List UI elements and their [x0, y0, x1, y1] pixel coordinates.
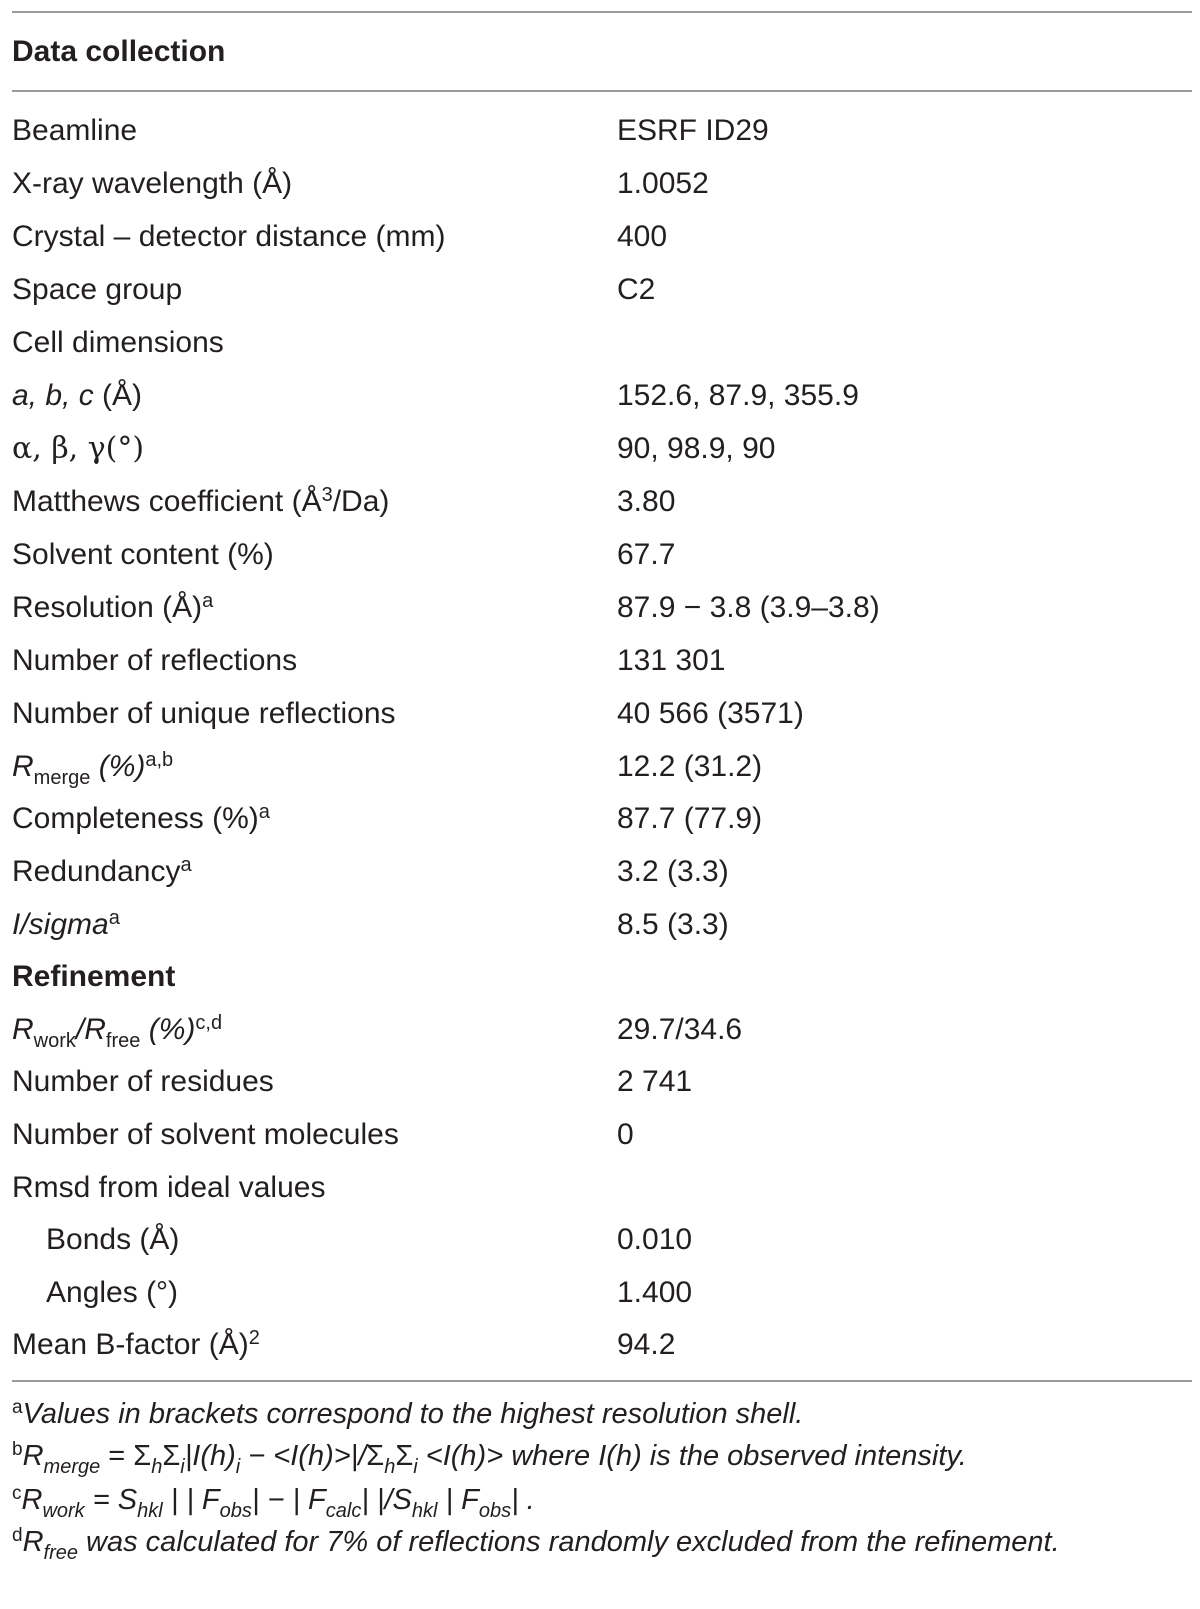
- fn-sub: calc: [325, 1500, 362, 1522]
- row-value: 400: [617, 220, 668, 253]
- table-row: [12, 104, 1192, 158]
- table-row: [12, 898, 1192, 952]
- label-sub-free: free: [105, 1030, 141, 1052]
- table-row: [12, 1003, 1192, 1057]
- row-label: α, β, γ(°): [12, 431, 145, 466]
- row-label: [12, 581, 213, 635]
- row-value: 90, 98.9, 90: [617, 432, 776, 465]
- row-label: [12, 1318, 260, 1372]
- table-row: [12, 1266, 1192, 1320]
- table-row: [12, 422, 1192, 476]
- row-value: 3.80: [617, 485, 676, 518]
- label-r-work: R: [12, 1013, 34, 1046]
- label-text: Completeness (%): [12, 802, 259, 835]
- fn-sub: work: [42, 1500, 85, 1522]
- fn-text: | .: [511, 1484, 535, 1516]
- row-value: 94.2: [617, 1328, 676, 1361]
- row-value: 40 566 (3571): [617, 697, 804, 730]
- label-sup: 2: [248, 1327, 260, 1349]
- label-italic: a, b, c: [12, 379, 94, 412]
- label-r-free: R: [84, 1013, 106, 1046]
- row-value: 87.7 (77.9): [617, 802, 763, 835]
- table-row: [12, 263, 1192, 317]
- label-sup: 3: [321, 484, 333, 506]
- row-value: 2 741: [617, 1065, 693, 1098]
- fn-sigma: Σ: [133, 1440, 152, 1472]
- footer-rule: [12, 1380, 1192, 1382]
- fn-sub: merge: [43, 1456, 101, 1478]
- row-value: 0: [617, 1118, 634, 1151]
- table-row: [12, 1161, 1192, 1215]
- label-sub: merge: [33, 767, 91, 789]
- table-row: [12, 1318, 1192, 1372]
- table-row: [12, 740, 1192, 794]
- row-label: [12, 898, 120, 952]
- row-label: X-ray wavelength (Å): [12, 167, 293, 200]
- section-heading-refinement: [12, 950, 1192, 1004]
- fn-text: | F: [437, 1484, 479, 1516]
- fn-sub: h: [384, 1456, 396, 1478]
- fn-sub: hkl: [137, 1500, 163, 1522]
- label-pre: Matthews coefficient (Å: [12, 485, 322, 518]
- fn-sub: i: [235, 1456, 241, 1478]
- footnote-mark: c,d: [195, 1012, 223, 1034]
- fn-sigma: Σ: [162, 1440, 181, 1472]
- label-rest: (%): [90, 750, 146, 783]
- footnote-mark: a,b: [145, 749, 174, 771]
- table-page: [12, 0, 1192, 1609]
- fn-sub: h: [151, 1456, 163, 1478]
- label-rest: (%): [140, 1013, 196, 1046]
- table-row: [12, 210, 1192, 264]
- footnote-mark: a: [108, 907, 120, 929]
- row-label: [12, 740, 173, 794]
- table-row: [12, 316, 1192, 370]
- row-value: 12.2 (31.2): [617, 750, 763, 783]
- label-rest: (Å): [93, 379, 143, 412]
- fn-text: − <I(h)>|/: [240, 1440, 367, 1472]
- row-value: 0.010: [617, 1223, 693, 1256]
- fn-text: <I(h)> where I(h) is the observed intensity.: [417, 1440, 967, 1472]
- footnote-mark: b: [12, 1439, 23, 1460]
- footnote-mark: a: [180, 854, 192, 876]
- row-value: 152.6, 87.9, 355.9: [617, 379, 859, 412]
- fn-sub: free: [43, 1542, 78, 1564]
- row-label: Number of residues: [12, 1065, 274, 1098]
- label-slash: /: [75, 1013, 85, 1046]
- label-main: R: [12, 750, 34, 783]
- label-text: Mean B-factor (Å): [12, 1328, 249, 1361]
- table-row: [12, 528, 1192, 582]
- footnote-a: [12, 1394, 1192, 1434]
- row-value: ESRF ID29: [617, 114, 769, 147]
- footnote-c: [12, 1480, 1192, 1520]
- fn-sigma: Σ: [395, 1440, 414, 1472]
- table-row: [12, 1213, 1192, 1267]
- row-label: Beamline: [12, 114, 138, 147]
- row-value: 1.0052: [617, 167, 709, 200]
- row-label: Number of unique reflections: [12, 697, 396, 730]
- table-row: [12, 475, 1192, 529]
- label-post: /Da): [332, 485, 390, 518]
- table-row: [12, 581, 1192, 635]
- row-value: 29.7/34.6: [617, 1013, 743, 1046]
- row-value: 87.9 − 3.8 (3.9–3.8): [617, 591, 880, 624]
- fn-sub: obs: [478, 1500, 512, 1522]
- header-rule: [12, 90, 1192, 92]
- row-label: Solvent content (%): [12, 538, 274, 571]
- table-row: [12, 687, 1192, 741]
- fn-r: R: [22, 1526, 44, 1558]
- row-value: 67.7: [617, 538, 676, 571]
- fn-r: R: [21, 1484, 43, 1516]
- footnote-text: was calculated for 7% of reflections randomly excluded from the refinement.: [78, 1526, 1060, 1558]
- row-label: Rmsd from ideal values: [12, 1171, 326, 1204]
- fn-sigma: Σ: [366, 1440, 385, 1472]
- fn-sub: i: [180, 1456, 185, 1478]
- section-title: Refinement: [12, 960, 176, 993]
- footnote-mark: a: [202, 590, 214, 612]
- row-label: Bonds (Å): [46, 1223, 180, 1256]
- row-label: [12, 792, 270, 846]
- row-label: [12, 475, 389, 529]
- fn-r: R: [22, 1440, 44, 1472]
- footnote-mark: a: [12, 1397, 23, 1418]
- fn-text: | |/S: [361, 1484, 412, 1516]
- footnote-d: [12, 1522, 1192, 1562]
- table-row: [12, 1108, 1192, 1162]
- footnote-mark: c: [12, 1483, 22, 1504]
- row-label: [12, 845, 192, 899]
- row-label: Number of solvent molecules: [12, 1118, 399, 1151]
- row-value: 3.2 (3.3): [617, 855, 729, 888]
- fn-text: =: [100, 1440, 134, 1472]
- row-label: Cell dimensions: [12, 326, 224, 359]
- fn-text: = S: [84, 1484, 138, 1516]
- table-row: [12, 1055, 1192, 1109]
- footnote-b: [12, 1436, 1192, 1476]
- fn-sub: hkl: [411, 1500, 438, 1522]
- table-row: [12, 634, 1192, 688]
- row-label: Angles (°): [46, 1276, 179, 1309]
- fn-text: | − | F: [251, 1484, 326, 1516]
- fn-sub: obs: [219, 1500, 252, 1522]
- top-rule: [12, 11, 1192, 13]
- label-italic: I/sigma: [12, 908, 109, 941]
- footnote-mark: a: [258, 801, 270, 823]
- label-sub-work: work: [33, 1030, 76, 1052]
- fn-text: | | F: [162, 1484, 220, 1516]
- table-row: [12, 792, 1192, 846]
- table-row: [12, 845, 1192, 899]
- label-text: Resolution (Å): [12, 591, 203, 624]
- row-label: [12, 1003, 222, 1057]
- row-value: 1.400: [617, 1276, 693, 1309]
- fn-text: |I(h): [184, 1440, 236, 1472]
- table-row: [12, 157, 1192, 211]
- row-value: C2: [617, 273, 656, 306]
- footnote-text: Values in brackets correspond to the highest resolution shell.: [22, 1398, 804, 1430]
- table-row: [12, 369, 1192, 423]
- row-label: Space group: [12, 273, 183, 306]
- label-text: Redundancy: [12, 855, 181, 888]
- row-label: [12, 369, 142, 423]
- row-label: Number of reflections: [12, 644, 298, 677]
- row-label: Crystal – detector distance (mm): [12, 220, 446, 253]
- row-value: 8.5 (3.3): [617, 908, 729, 941]
- table-header: Data collection: [12, 35, 226, 68]
- fn-sub: i: [413, 1456, 418, 1478]
- footnote-mark: d: [12, 1525, 23, 1546]
- row-value: 131 301: [617, 644, 726, 677]
